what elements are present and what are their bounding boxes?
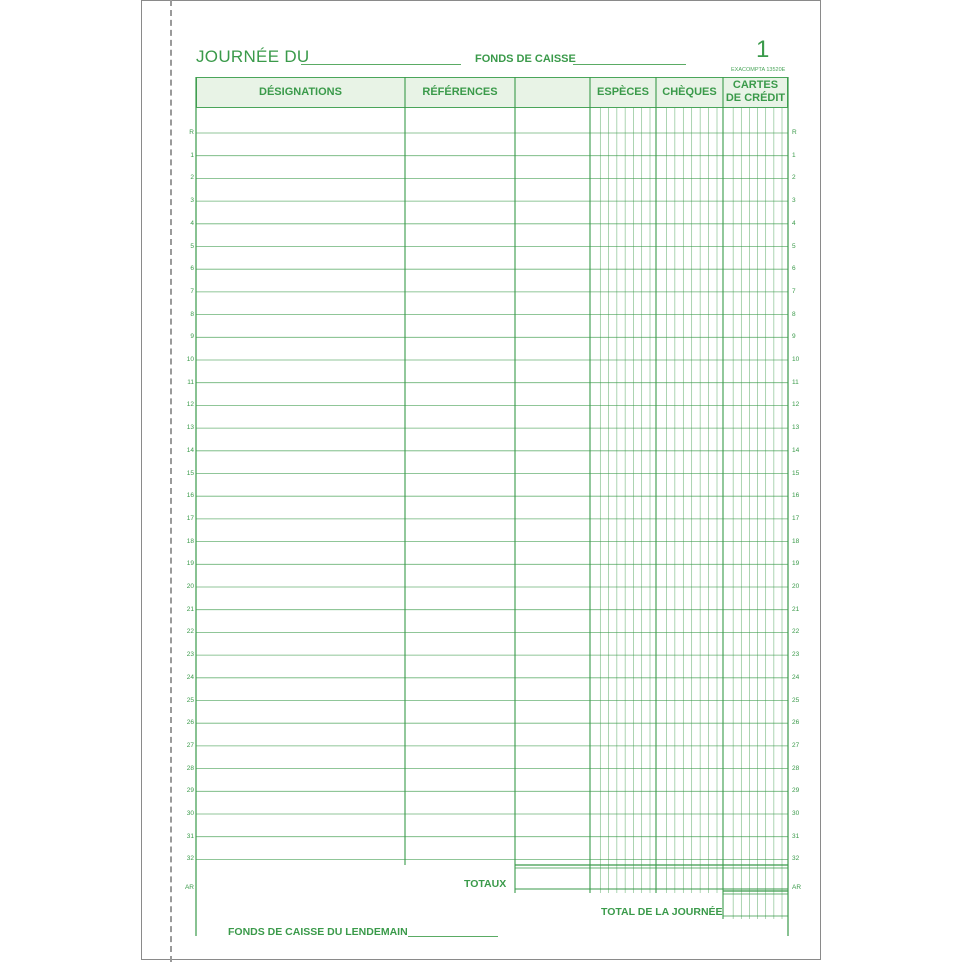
fonds-de-caisse-label: FONDS DE CAISSE	[475, 53, 576, 65]
cartes-line-1: CARTES	[732, 79, 779, 91]
row-label-ar-left: AR	[184, 884, 194, 891]
row-label: 18	[792, 537, 800, 545]
row-label: 3	[792, 197, 796, 205]
row-label: 8	[190, 310, 194, 318]
row-label: 25	[186, 696, 194, 704]
row-label: 15	[792, 469, 800, 477]
row-label: 22	[186, 628, 194, 636]
row-label: 29	[186, 787, 194, 795]
row-label: 6	[190, 265, 194, 273]
row-label: R	[792, 129, 797, 136]
row-label: 29	[792, 787, 800, 795]
row-label: 17	[186, 514, 194, 522]
totaux-label: TOTAUX	[464, 878, 507, 890]
row-label: 12	[186, 401, 194, 409]
row-label: 4	[190, 219, 194, 227]
row-label: 1	[792, 151, 796, 159]
row-label: 26	[792, 719, 800, 727]
row-label: 30	[792, 810, 800, 817]
journee-label: JOURNÉE DU	[196, 47, 310, 66]
row-label: 11	[187, 378, 194, 386]
row-label: 9	[190, 333, 194, 341]
page-number: 1	[756, 36, 770, 63]
row-label: 2	[792, 174, 796, 182]
row-label: 22	[792, 628, 800, 636]
row-label: 11	[792, 378, 799, 386]
row-label: 16	[792, 492, 800, 500]
row-label: 31	[186, 832, 194, 840]
row-label: 31	[792, 832, 800, 840]
row-label: 7	[190, 287, 194, 295]
row-label: 20	[792, 583, 800, 590]
row-label: 14	[792, 446, 800, 454]
row-label: 16	[186, 492, 194, 500]
row-label: 25	[792, 696, 800, 704]
row-label: 21	[792, 605, 800, 613]
row-label: 28	[186, 764, 194, 772]
row-label: 13	[186, 424, 194, 432]
row-label: 23	[186, 651, 194, 659]
column-especes: ESPÈCES	[597, 86, 649, 98]
cartes-line-2: DE CRÉDIT	[725, 92, 786, 104]
row-label: 26	[186, 719, 194, 727]
row-label: 3	[190, 197, 194, 205]
column-cheques: CHÈQUES	[662, 86, 717, 98]
row-label: 5	[792, 242, 796, 250]
row-label: 28	[792, 764, 800, 772]
row-label: 19	[186, 560, 194, 568]
row-label: 19	[792, 560, 800, 568]
row-label: 23	[792, 651, 800, 659]
fonds-lendemain-label: FONDS DE CAISSE DU LENDEMAIN	[228, 926, 408, 938]
row-label: 7	[792, 287, 796, 295]
row-label: 27	[186, 741, 194, 749]
row-label: R	[189, 129, 194, 136]
row-label: 14	[186, 446, 194, 454]
row-label: 9	[792, 333, 796, 341]
row-label: 4	[792, 219, 796, 227]
row-label: 18	[186, 537, 194, 545]
row-label: 32	[792, 855, 800, 863]
column-designations: DÉSIGNATIONS	[259, 86, 342, 98]
row-label: 2	[190, 174, 194, 182]
row-label: 24	[186, 673, 194, 681]
fonds-lendemain-field[interactable]	[408, 936, 498, 937]
row-label: 21	[186, 605, 194, 613]
product-reference: EXACOMPTA 13520E	[731, 67, 786, 73]
row-label: 5	[190, 242, 194, 250]
row-label: 27	[792, 741, 800, 749]
row-label: 30	[186, 810, 194, 817]
row-label: 13	[792, 424, 800, 432]
row-label-ar-right: AR	[792, 884, 802, 891]
row-label: 12	[792, 401, 800, 409]
row-label: 6	[792, 265, 796, 273]
total-journee-label: TOTAL DE LA JOURNÉE	[601, 906, 723, 918]
row-label: 10	[186, 356, 194, 363]
row-label: 17	[792, 514, 800, 522]
row-label: 32	[186, 855, 194, 863]
row-label: 20	[186, 583, 194, 590]
column-references: RÉFÉRENCES	[422, 86, 498, 98]
row-label: 15	[186, 469, 194, 477]
row-label: 10	[792, 356, 800, 363]
row-label: 24	[792, 673, 800, 681]
row-label: 8	[792, 310, 796, 318]
row-label: 1	[190, 151, 194, 159]
